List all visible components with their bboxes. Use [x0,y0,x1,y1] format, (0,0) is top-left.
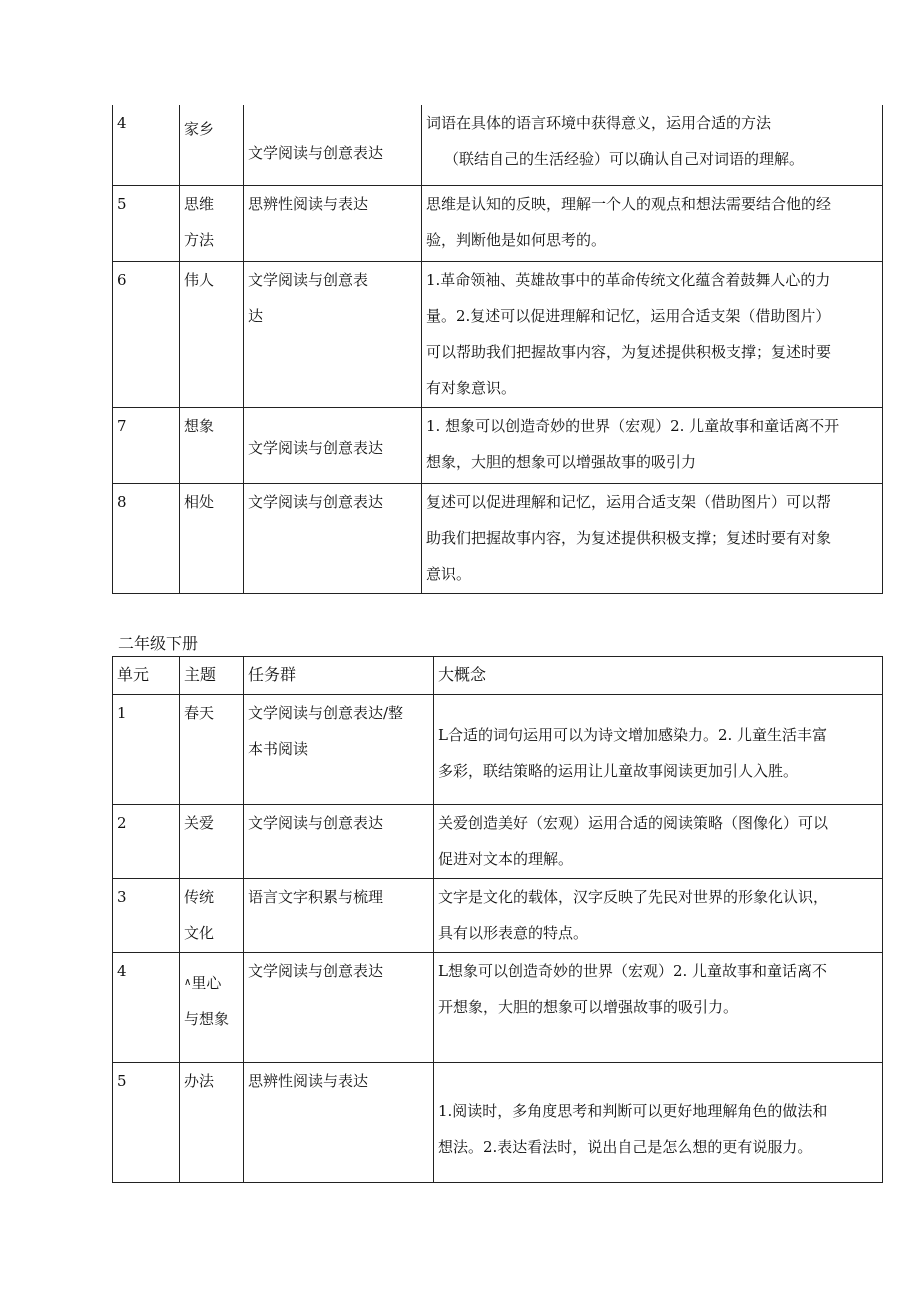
theme-cell: 关爱 [180,805,244,879]
concept-cell: 思维是认知的反映，理解一个人的观点和想法需要结合他的经 验，判断他是如何思考的。 [422,185,883,261]
task-cell: 文学阅读与创意表达 [244,407,422,483]
table-row [113,185,883,261]
concept-cell: L合适的词句运用可以为诗文增加感染力。2. 儿童生活丰富 多彩，联结策略的运用让儿童故事阅读更加引人入胜。 [434,695,883,805]
concept-cell: 复述可以促进理解和记忆，运用合适支架（借助图片）可以帮 助我们把握故事内容，为复述提供积极支撑；复述时要有对象 意识。 [422,483,883,593]
table-row [113,105,883,185]
unit-cell: 5 [113,1063,180,1183]
section-title: 二年级下册 [118,634,199,653]
concept-cell: 文字是文化的载体，汉字反映了先民对世界的形象化认识， 具有以形表意的特点。 [434,879,883,953]
table-row [113,407,883,483]
concept-cell: 词语在具体的语言环境中获得意义，运用合适的方法 （联结自己的生活经验）可以确认自己对词语的理解。 [422,105,883,185]
table-row [113,879,883,953]
table-row [113,1063,883,1183]
unit-cell: 3 [113,879,180,953]
task-cell: 语言文字积累与梳理 [244,879,434,953]
task-cell: 文学阅读与创意表 达 [244,261,422,407]
theme-mark: ∧ [184,977,192,988]
task-cell: 文学阅读与创意表达 [244,483,422,593]
header-row [113,657,883,695]
unit-cell: 7 [113,407,180,483]
concept-cell: 1.阅读时，多角度思考和判断可以更好地理解角色的做法和 想法。2.表达看法时，说出自己是怎么想的更有说服力。 [434,1063,883,1183]
grade2-upper-table [112,105,883,594]
concept-cell: 关爱创造美好（宏观）运用合适的阅读策略（图像化）可以 促进对文本的理解。 [434,805,883,879]
column-header-concept: 大概念 [434,657,883,695]
task-cell: 文学阅读与创意表达 [244,105,422,185]
theme-cell: 伟人 [180,261,244,407]
table-row [113,695,883,805]
column-header-theme: 主题 [180,657,244,695]
task-cell: 思辨性阅读与表达 [244,1063,434,1183]
grade2-lower-table [112,656,883,1183]
theme-cell: 相处 [180,483,244,593]
unit-cell: 1 [113,695,180,805]
theme-cell: ∧里心 与想象 [180,953,244,1063]
concept-cell: 1.革命领袖、英雄故事中的革命传统文化蕴含着鼓舞人心的力 量。2.复述可以促进理解和记忆，运用合适支架（借助图片） 可以帮助我们把握故事内容，为复述提供积极支撑；复述时要 有对象意识。 [422,261,883,407]
theme-cell: 传统 文化 [180,879,244,953]
unit-cell: 2 [113,805,180,879]
table-row [113,805,883,879]
task-cell: 文学阅读与创意表达 [244,953,434,1063]
task-cell: 文学阅读与创意表达 [244,805,434,879]
concept-cell: 1. 想象可以创造奇妙的世界（宏观）2. 儿童故事和童话离不开 想象，大胆的想象可以增强故事的吸引力 [422,407,883,483]
theme-cell: 办法 [180,1063,244,1183]
concept-cell: L想象可以创造奇妙的世界（宏观）2. 儿童故事和童话离不 开想象，大胆的想象可以增强故事的吸引力。 [434,953,883,1063]
column-header-unit: 单元 [113,657,180,695]
theme-cell: 想象 [180,407,244,483]
table-row [113,953,883,1063]
unit-cell: 8 [113,483,180,593]
task-cell: 思辨性阅读与表达 [244,185,422,261]
task-cell: 文学阅读与创意表达/整 本书阅读 [244,695,434,805]
unit-cell: 5 [113,185,180,261]
theme-cell: 思维 方法 [180,185,244,261]
theme-cell: 春天 [180,695,244,805]
table-row [113,261,883,407]
unit-cell: 6 [113,261,180,407]
table-row [113,483,883,593]
unit-cell: 4 [113,953,180,1063]
unit-cell: 4 [113,105,180,185]
theme-cell: 家乡 [180,105,244,185]
column-header-task: 任务群 [244,657,434,695]
